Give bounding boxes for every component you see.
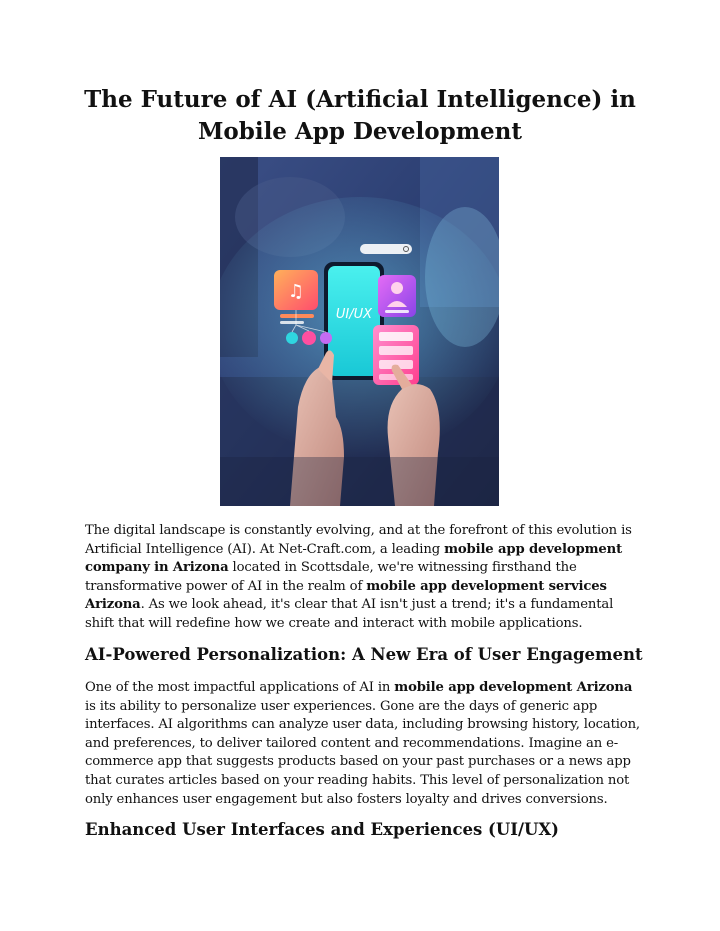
- phone-screen-label: UI/UX: [335, 307, 373, 322]
- page-title-line-2: Mobile App Development: [197, 118, 523, 145]
- page-title: [60, 84, 660, 148]
- intro-bold-2: mobile app development services Arizona: [85, 578, 607, 613]
- section1-text-2: is its ability to personalize user experiences. Gone are the days of generic app interfaces. AI algorithms can analyze user data, including browsing history, location, and preferences, to deliver tailored content and recommendations. Imagine an e-commerce app that suggests products based on your past purchases or a news app that curates articles based on your reading habits. This level of personalization not only enhances user engagement but also fosters loyalty and drives conversions.: [85, 698, 640, 807]
- section-heading-uiux: Enhanced User Interfaces and Experiences (UI/UX): [85, 820, 559, 839]
- intro-text-1: The digital landscape is constantly evolving, and at the forefront of this evolution is Artificial Intelligence (AI). At Net-Craft.com, a leading: [85, 523, 632, 557]
- intro-paragraph: [85, 522, 645, 634]
- svg-text:♫: ♫: [287, 281, 305, 302]
- intro-text-2: located in Scottsdale, we're witnessing firsthand the transformative power of AI in the realm of: [85, 560, 577, 594]
- section-heading-personalization: AI-Powered Personalization: A New Era of User Engagement: [85, 645, 643, 664]
- hero-image: [220, 157, 499, 506]
- section1-bold-1: mobile app development Arizona: [394, 680, 633, 695]
- page-title-line-1: The Future of AI (Artificial Intelligence) in: [84, 86, 636, 113]
- intro-text-3: . As we look ahead, it's clear that AI isn't just a trend; it's a fundamental shift that will redefine how we create and interact with mobile applications.: [85, 597, 614, 631]
- personalization-paragraph: [85, 679, 645, 809]
- section1-text-1: One of the most impactful applications of AI in: [85, 680, 395, 695]
- intro-bold-1: mobile app development company in Arizona: [85, 541, 623, 576]
